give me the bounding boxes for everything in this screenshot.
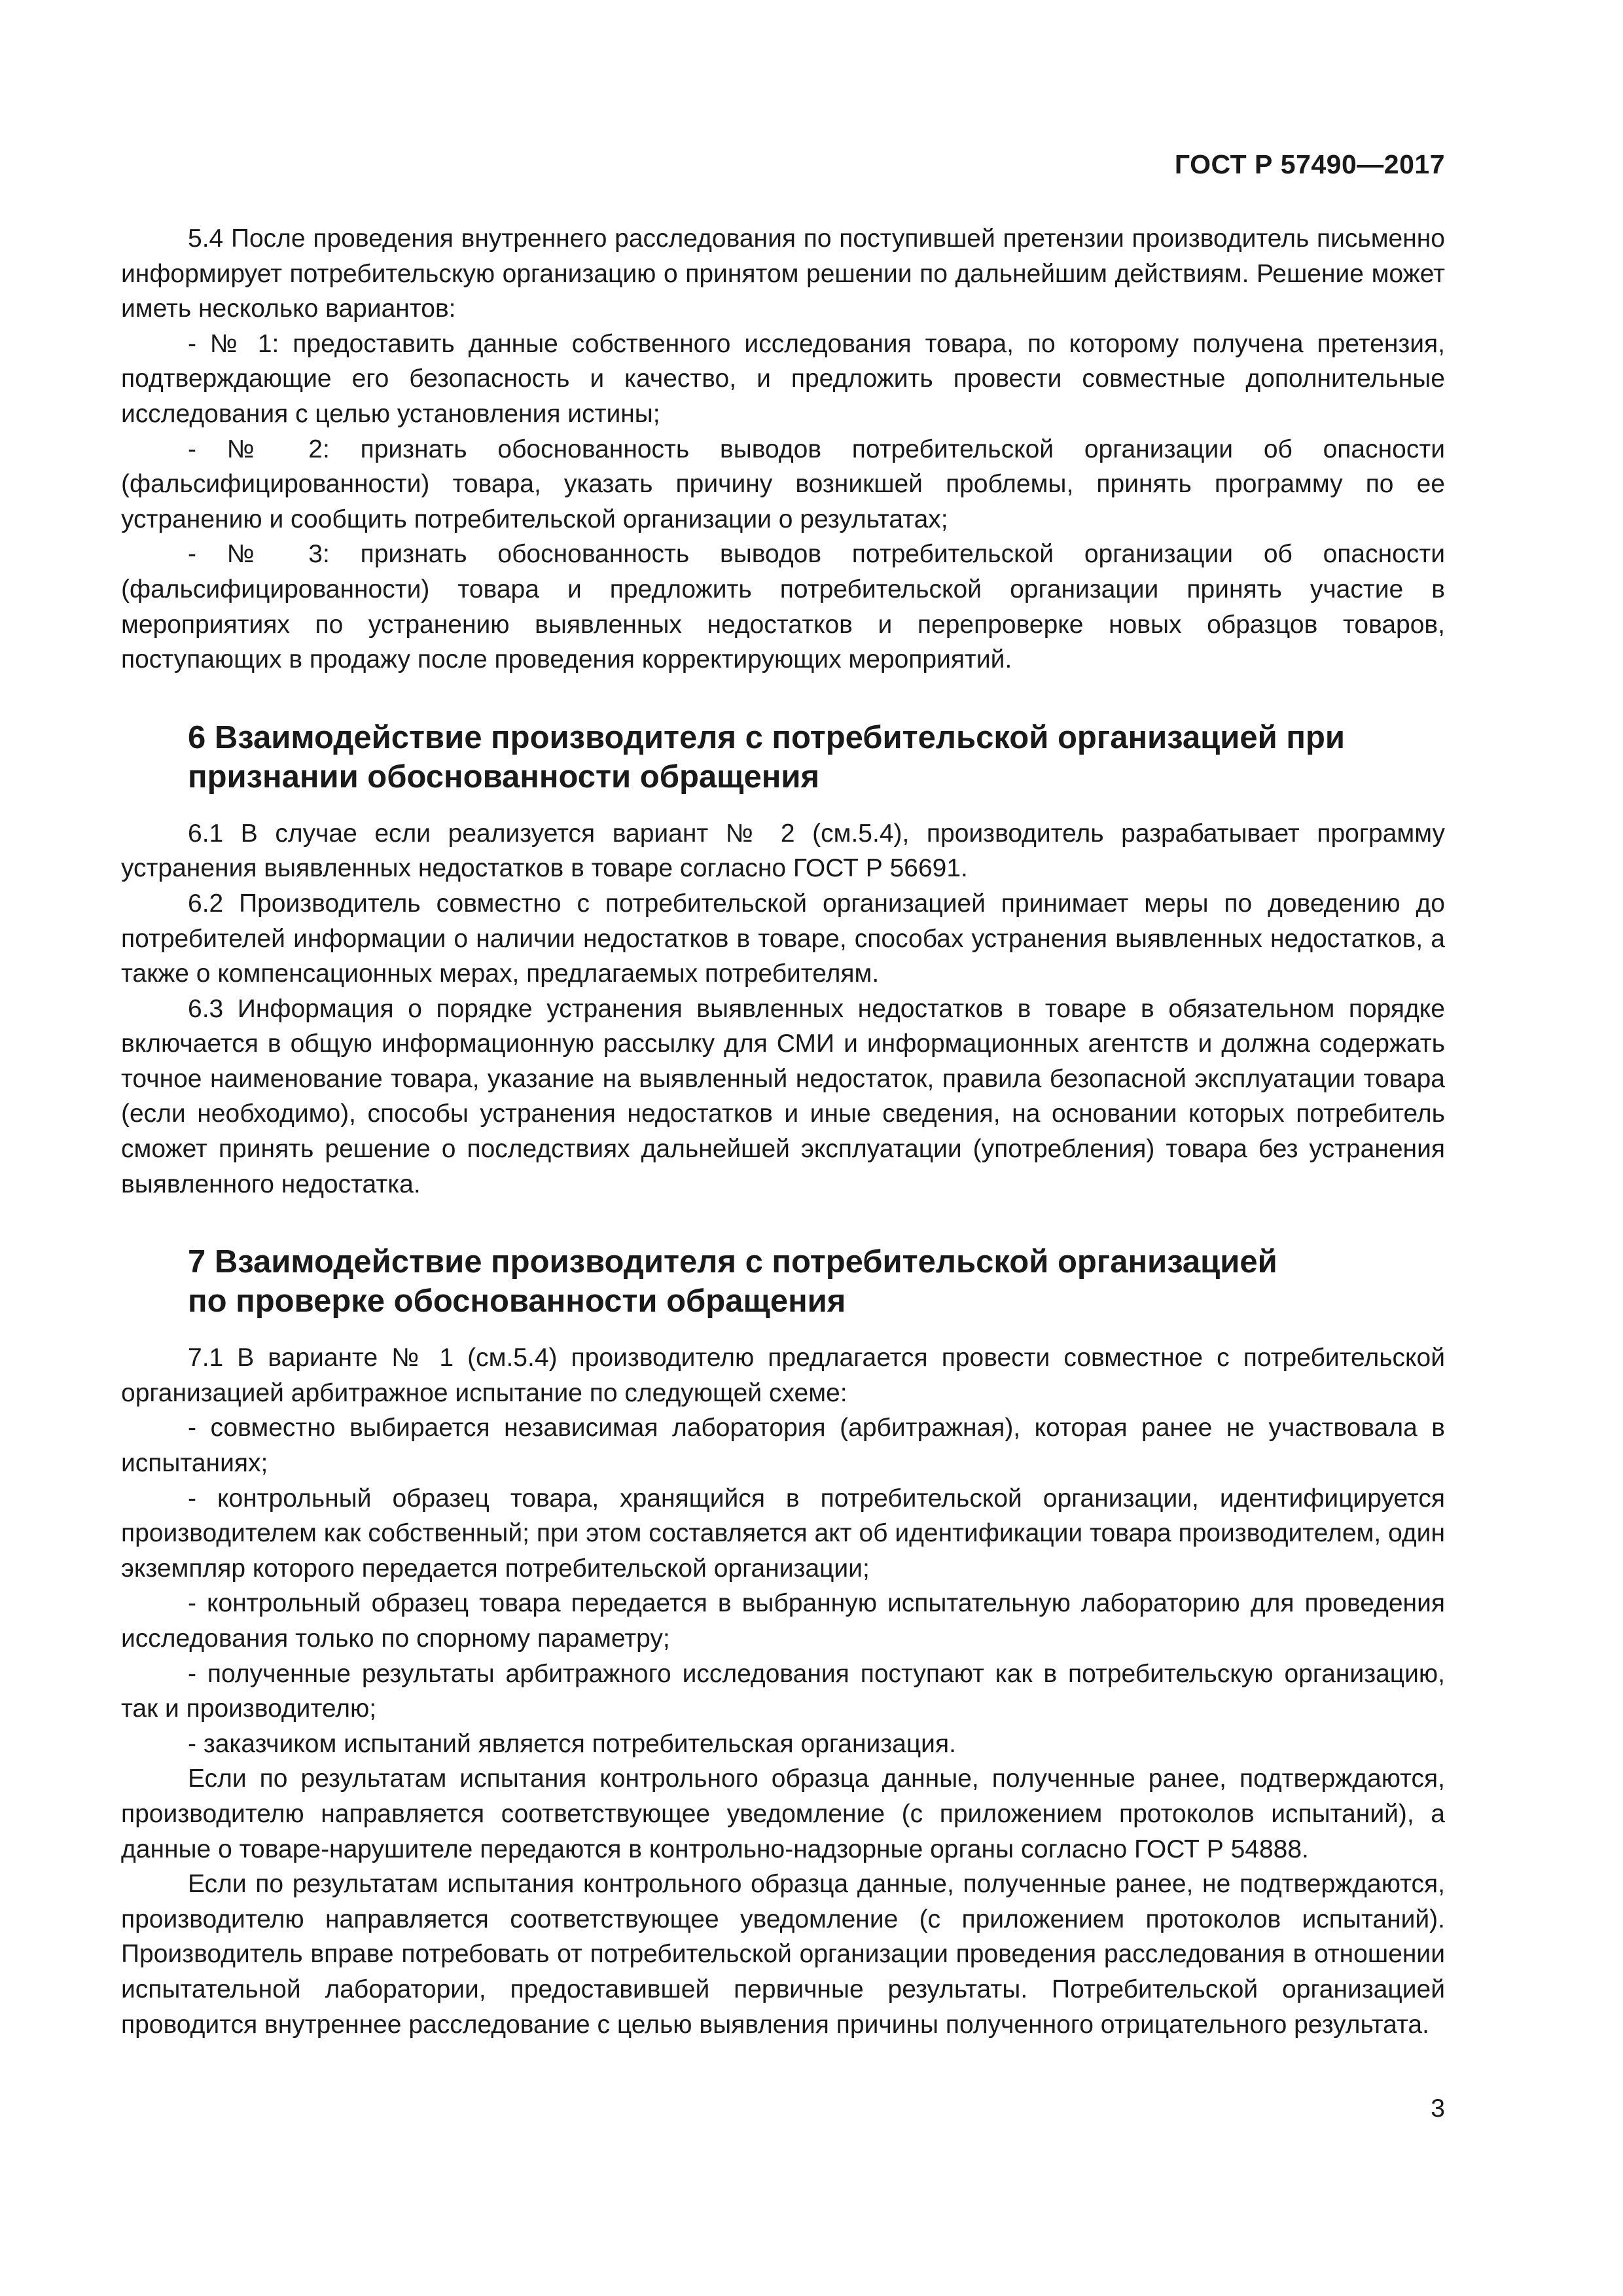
bullet-5: - заказчиком испытаний является потребительская организация. [188,1729,956,1758]
section-7-heading-line-1: 7 Взаимодействие производителя с потребительской организацией [188,1244,1277,1280]
section-7-heading [121,1242,1445,1321]
paragraph-6-1: 6.1 В случае если реализуется вариант № 2 (см.5.4), производитель разрабатывает программу устранения выявленных недостатков в товаре согласно ГОСТ Р 56691. [121,819,1445,883]
option-2: - № 2: признать обоснованность выводов потребительской организации об опасности (фальсифицированности) товара, указать причину возникшей проблемы, принять программу по ее устранению и сообщить потребительской организации о результатах; [121,435,1445,533]
document-body [121,221,1445,2042]
document-code-header: ГОСТ Р 57490—2017 [1174,149,1445,179]
section-6-heading [121,718,1445,797]
paragraph-not-confirmed: Если по результатам испытания контрольного образца данные, полученные ранее, не подтверждаются, производителю направляется соответствующее уведомление (с приложением протоколов испытаний). Производитель вправе потребовать от потребительской организации проведения расследования в отношении испытательной лаборатории, предоставившей первичные результаты. Потребительской организацией проводится внутреннее расследование с целью выявления причины полученного отрицательного результата. [121,1870,1445,2039]
bullet-3: - контрольный образец товара передается в выбранную испытательную лабораторию для проведения исследования только по спорному параметру; [121,1589,1445,1653]
paragraph-6-2: 6.2 Производитель совместно с потребительской организацией принимает меры по доведению до потребителей информации о наличии недостатков в товаре, способах устранения выявленных недостатков, а также о компенсационных мерах, предлагаемых потребителям. [121,889,1445,988]
section-7-heading-line-2: по проверке обоснованности обращения [188,1283,846,1319]
paragraph-6-3: 6.3 Информация о порядке устранения выявленных недостатков в товаре в обязательном порядке включается в общую информационную рассылку для СМИ и информационных агентств и должна содержать точное наименование товара, указание на выявленный недостаток, правила безопасной эксплуатации товара (если необходимо), способы устранения недостатков и иные сведения, на основании которых потребитель сможет принять решение о последствиях дальнейшей эксплуатации (употребления) товара без устранения выявленного недостатка. [121,994,1445,1198]
section-6-heading-line-1: 6 Взаимодействие производителя с потребительской организацией при [188,719,1346,755]
option-1: - № 1: предоставить данные собственного исследования товара, по которому получена претензия, подтверждающие его безопасность и качество, и предложить провести совместные дополнительные исследования с целью установления истины; [121,329,1445,428]
paragraph-7-1: 7.1 В варианте № 1 (см.5.4) производителю предлагается провести совместное с потребительской организацией арбитражное испытание по следующей схеме: [121,1344,1445,1407]
option-3: - № 3: признать обоснованность выводов потребительской организации об опасности (фальсифицированности) товара и предложить потребительской организации принять участие в мероприятиях по устранению выявленных недостатков и перепроверке новых образцов товаров, поступающих в продажу после проведения корректирующих мероприятий. [121,540,1445,674]
bullet-2: - контрольный образец товара, хранящийся в потребительской организации, идентифицируется производителем как собственный; при этом составляется акт об идентификации товара производителем, один экземпляр которого передается потребительской организации; [121,1484,1445,1583]
bullet-4: - полученные результаты арбитражного исследования поступают как в потребительскую организацию, так и производителю; [121,1659,1445,1723]
paragraph-confirmed: Если по результатам испытания контрольного образца данные, полученные ранее, подтверждаются, производителю направляется соответствующее уведомление (с приложением протоколов испытаний), а данные о товаре-нарушителе передаются в контрольно-надзорные органы согласно ГОСТ Р 54888. [121,1765,1445,1863]
paragraph-5-4: 5.4 После проведения внутреннего расследования по поступившей претензии производитель письменно информирует потребительскую организацию о принятом решении по дальнейшим действиям. Решение может иметь несколько вариантов: [121,224,1445,323]
section-6-heading-line-2: признании обоснованности обращения [188,759,820,795]
bullet-1: - совместно выбирается независимая лаборатория (арбитражная), которая ранее не участвовала в испытаниях; [121,1414,1445,1478]
page-number: 3 [1431,2094,1445,2123]
